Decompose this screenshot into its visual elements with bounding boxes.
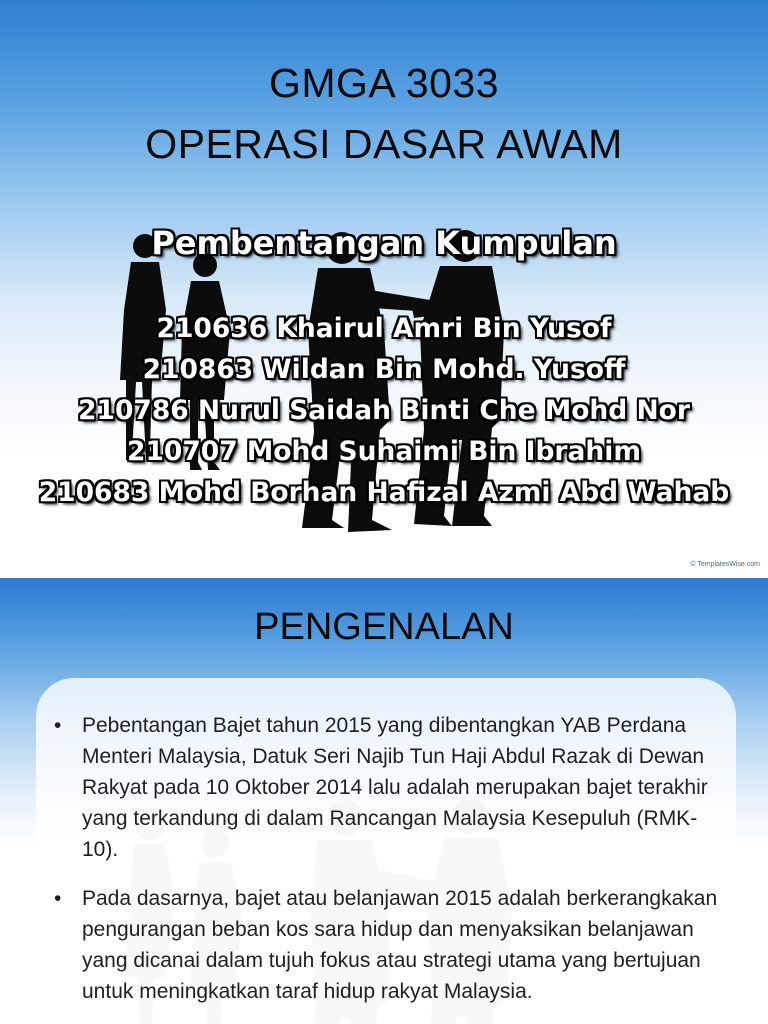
member-name: 210636 Khairul Amri Bin Yusof [156, 313, 612, 344]
course-name-title: OPERASI DASAR AWAM [145, 121, 623, 167]
intro-slide [0, 578, 768, 1024]
course-code-title: GMGA 3033 [268, 60, 500, 106]
bullet-dot-icon: • [54, 714, 62, 737]
bullet-list [52, 710, 720, 1024]
member-name: 210683 Mohd Borhan Hafizal Azmi Abd Wahab [38, 477, 730, 508]
list-item [52, 883, 720, 1007]
list-item [52, 710, 720, 865]
template-credit [690, 561, 760, 568]
bullet-text: Pada dasarnya, bajet atau belanjawan 2015 adalah berkerangkakan pengurangan beban kos sara hidup dan menyaksikan belanjawan yang dicanai dalam tujuh fokus atau strategi utama yang bertujuan untuk meningkatkan taraf hidup rakyat Malaysia. [82, 887, 718, 1003]
member-name: 210707 Mohd Suhaimi Bin Ibrahim [127, 436, 641, 467]
bullet-text: Pebentangan Bajet tahun 2015 yang dibentangkan YAB Perdana Menteri Malaysia, Datuk Seri Najib Tun Haji Abdul Razak di Dewan Rakyat pada 10 Oktober 2014 lalu adalah merupakan bajet terakhir yang terkandung di dalam Rancangan Malaysia Kesepuluh (RMK-10). [82, 714, 708, 861]
bullet-dot-icon: • [54, 887, 62, 910]
member-name: 210786 Nurul Saidah Binti Che Mohd Nor [78, 395, 690, 426]
slide-title: PENGENALAN [254, 606, 514, 648]
subtitle: Pembentangan Kumpulan [151, 224, 617, 262]
credit-text: © TemplatesWise.com [690, 561, 760, 568]
member-name: 210863 Wildan Bin Mohd. Yusoff [142, 354, 626, 385]
